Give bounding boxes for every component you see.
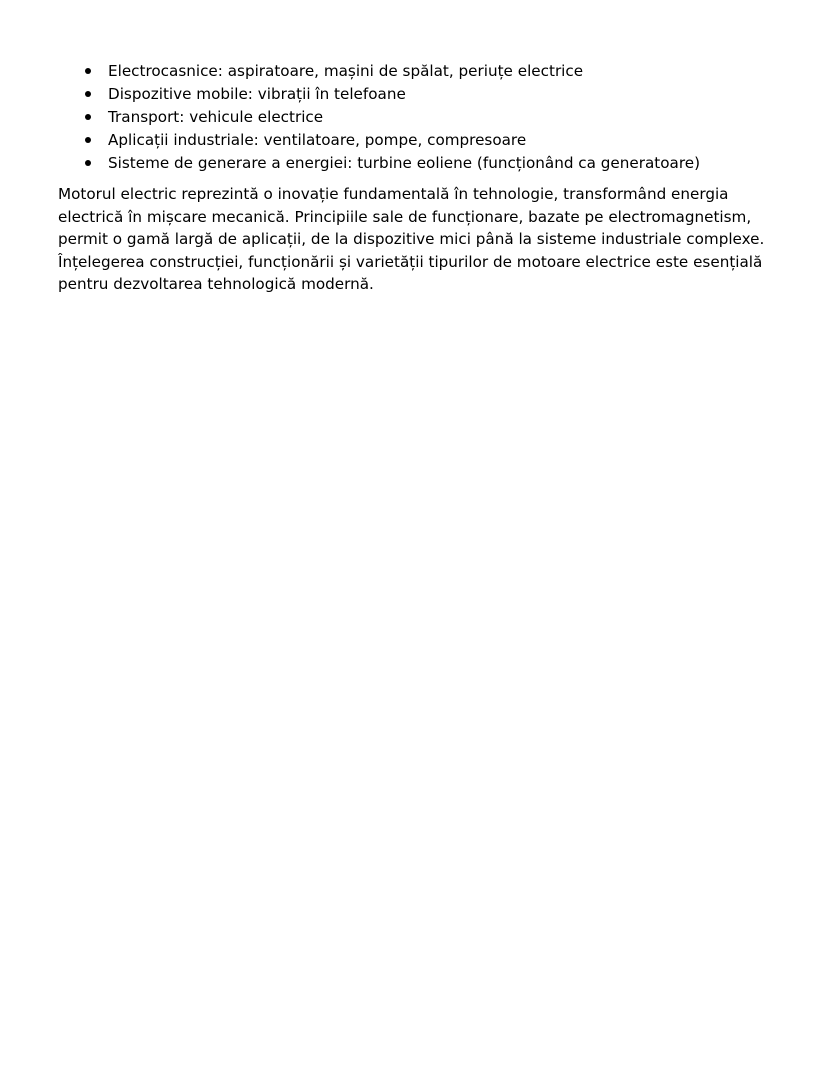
list-item-text: Dispozitive mobile: vibrații în telefoane	[108, 85, 406, 103]
list-item-text: Transport: vehicule electrice	[108, 108, 324, 126]
list-item	[58, 152, 798, 175]
bullet-icon	[85, 68, 91, 74]
list-item-text: Electrocasnice: aspiratoare, mașini de spălat, periuțe electrice	[108, 62, 584, 80]
applications-list	[58, 60, 798, 175]
bullet-icon	[85, 137, 91, 143]
list-item	[58, 129, 798, 152]
list-item-text: Aplicații industriale: ventilatoare, pompe, compresoare	[108, 131, 527, 149]
paragraph-line: pentru dezvoltarea tehnologică modernă.	[58, 275, 374, 293]
list-item	[58, 60, 798, 83]
bullet-icon	[85, 160, 91, 166]
list-item-text: Sisteme de generare a energiei: turbine eoliene (funcționând ca generatoare)	[108, 154, 701, 172]
bullet-icon	[85, 114, 91, 120]
list-item	[58, 106, 798, 129]
conclusion-paragraph	[58, 183, 788, 296]
paragraph-line: electrică în mișcare mecanică. Principiile sale de funcționare, bazate pe electromagnetism,	[58, 207, 752, 226]
paragraph-line: permit o gamă largă de aplicații, de la dispozitive mici până la sisteme industriale complexe.	[58, 230, 765, 248]
paragraph-line: Motorul electric reprezintă o inovație fundamentală în tehnologie, transformând energia	[58, 185, 729, 203]
list-item	[58, 83, 798, 106]
paragraph-line: Înțelegerea construcției, funcționării și varietății tipurilor de motoare electrice este esențială	[58, 252, 763, 271]
bullet-icon	[85, 91, 91, 97]
